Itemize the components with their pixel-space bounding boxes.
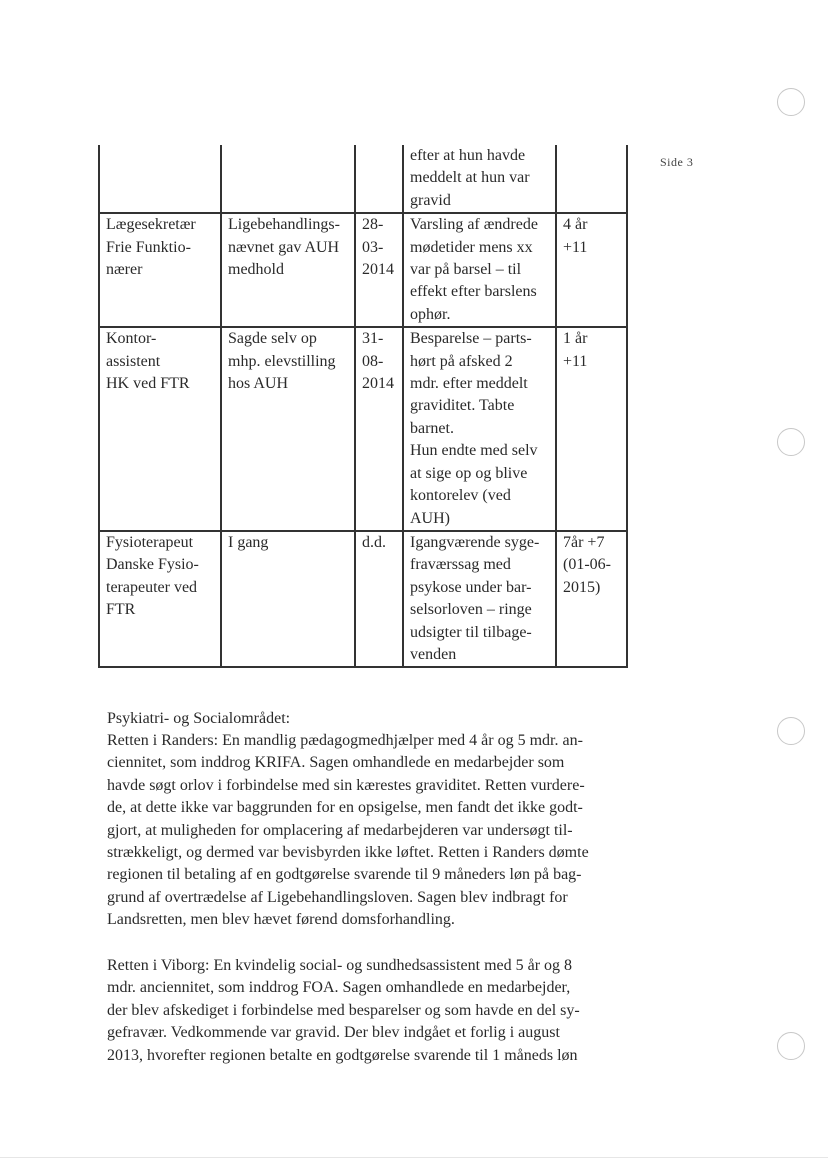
cell-description: Igangværende syge- fraværssag med psykose under bar- selsorloven – ringe udsigter til tilbage- venden — [403, 531, 556, 667]
cell-role: Fysioterapeut Danske Fysio- terapeuter ved FTR — [99, 531, 221, 667]
punch-hole — [777, 1032, 805, 1060]
cell-description: Besparelse – parts- hørt på afsked 2 mdr. efter meddelt graviditet. Tabte barnet. Hun endte med selv at sige op og blive kontorelev (ved AUH) — [403, 327, 556, 531]
cell-role: Lægesekretær Frie Funktio- nærer — [99, 213, 221, 327]
cell-seniority: 1 år +11 — [556, 327, 627, 531]
cell-seniority — [556, 145, 627, 213]
cell-date: 31- 08- 2014 — [355, 327, 403, 531]
cell-date: 28- 03- 2014 — [355, 213, 403, 327]
punch-hole — [777, 717, 805, 745]
cell-seniority: 7år +7 (01-06- 2015) — [556, 531, 627, 667]
table-row — [99, 327, 627, 531]
cell-description: efter at hun havde meddelt at hun var gravid — [403, 145, 556, 213]
cell-description: Varsling af ændrede mødetider mens xx var på barsel – til effekt efter barslens ophør. — [403, 213, 556, 327]
punch-hole — [777, 428, 805, 456]
paragraph-viborg: Retten i Viborg: En kvindelig social- og sundhedsassistent med 5 år og 8 mdr. anciennitet, som inddrog FOA. Sagen omhandlede en medarbejder, der blev afskediget i forbindelse med besparelser og som havde en del sy- gefravær. Vedkommende var gravid. Der blev indgået et forlig i august 2013, hvorefter regionen betalte en godtgørelse svarende til 1 måneds løn — [107, 957, 580, 1064]
punch-hole — [777, 88, 805, 116]
cases-table — [98, 145, 628, 668]
table-row — [99, 531, 627, 667]
cell-seniority: 4 år +11 — [556, 213, 627, 327]
table-row — [99, 213, 627, 327]
cell-role — [99, 145, 221, 213]
page-number: Side 3 — [660, 155, 694, 169]
cell-result: Sagde selv op mhp. elevstilling hos AUH — [221, 327, 355, 531]
cell-result: Ligebehandlings- nævnet gav AUH medhold — [221, 213, 355, 327]
scan-edge — [0, 1157, 828, 1158]
table-row — [99, 145, 627, 213]
cell-date: d.d. — [355, 531, 403, 667]
cell-result — [221, 145, 355, 213]
paragraph-randers: Retten i Randers: En mandlig pædagogmedhjælper med 4 år og 5 mdr. an- ciennitet, som inddrog KRIFA. Sagen omhandlede en medarbejder som havde søgt orlov i forbindelse med sin kærestes graviditet. Retten vurdere- de, at dette ikke var baggrunden for en opsigelse, men fandt det ikke godt- gjort, at muligheden for omplacering af medarbejderen var undersøgt til- strækkeligt, og dermed var bevisbyrden ikke løftet. Retten i Randers dømte regionen til betaling af en godtgørelse svarende til 9 måneders løn på bag- grund af overtrædelse af Ligebehandlingsloven. Sagen blev indbragt for Landsretten, men blev hævet førend domsforhandling. — [107, 732, 589, 929]
cell-date — [355, 145, 403, 213]
cell-role: Kontor- assistent HK ved FTR — [99, 327, 221, 531]
cell-result: I gang — [221, 531, 355, 667]
section-heading: Psykiatri- og Socialområdet: — [107, 710, 291, 727]
